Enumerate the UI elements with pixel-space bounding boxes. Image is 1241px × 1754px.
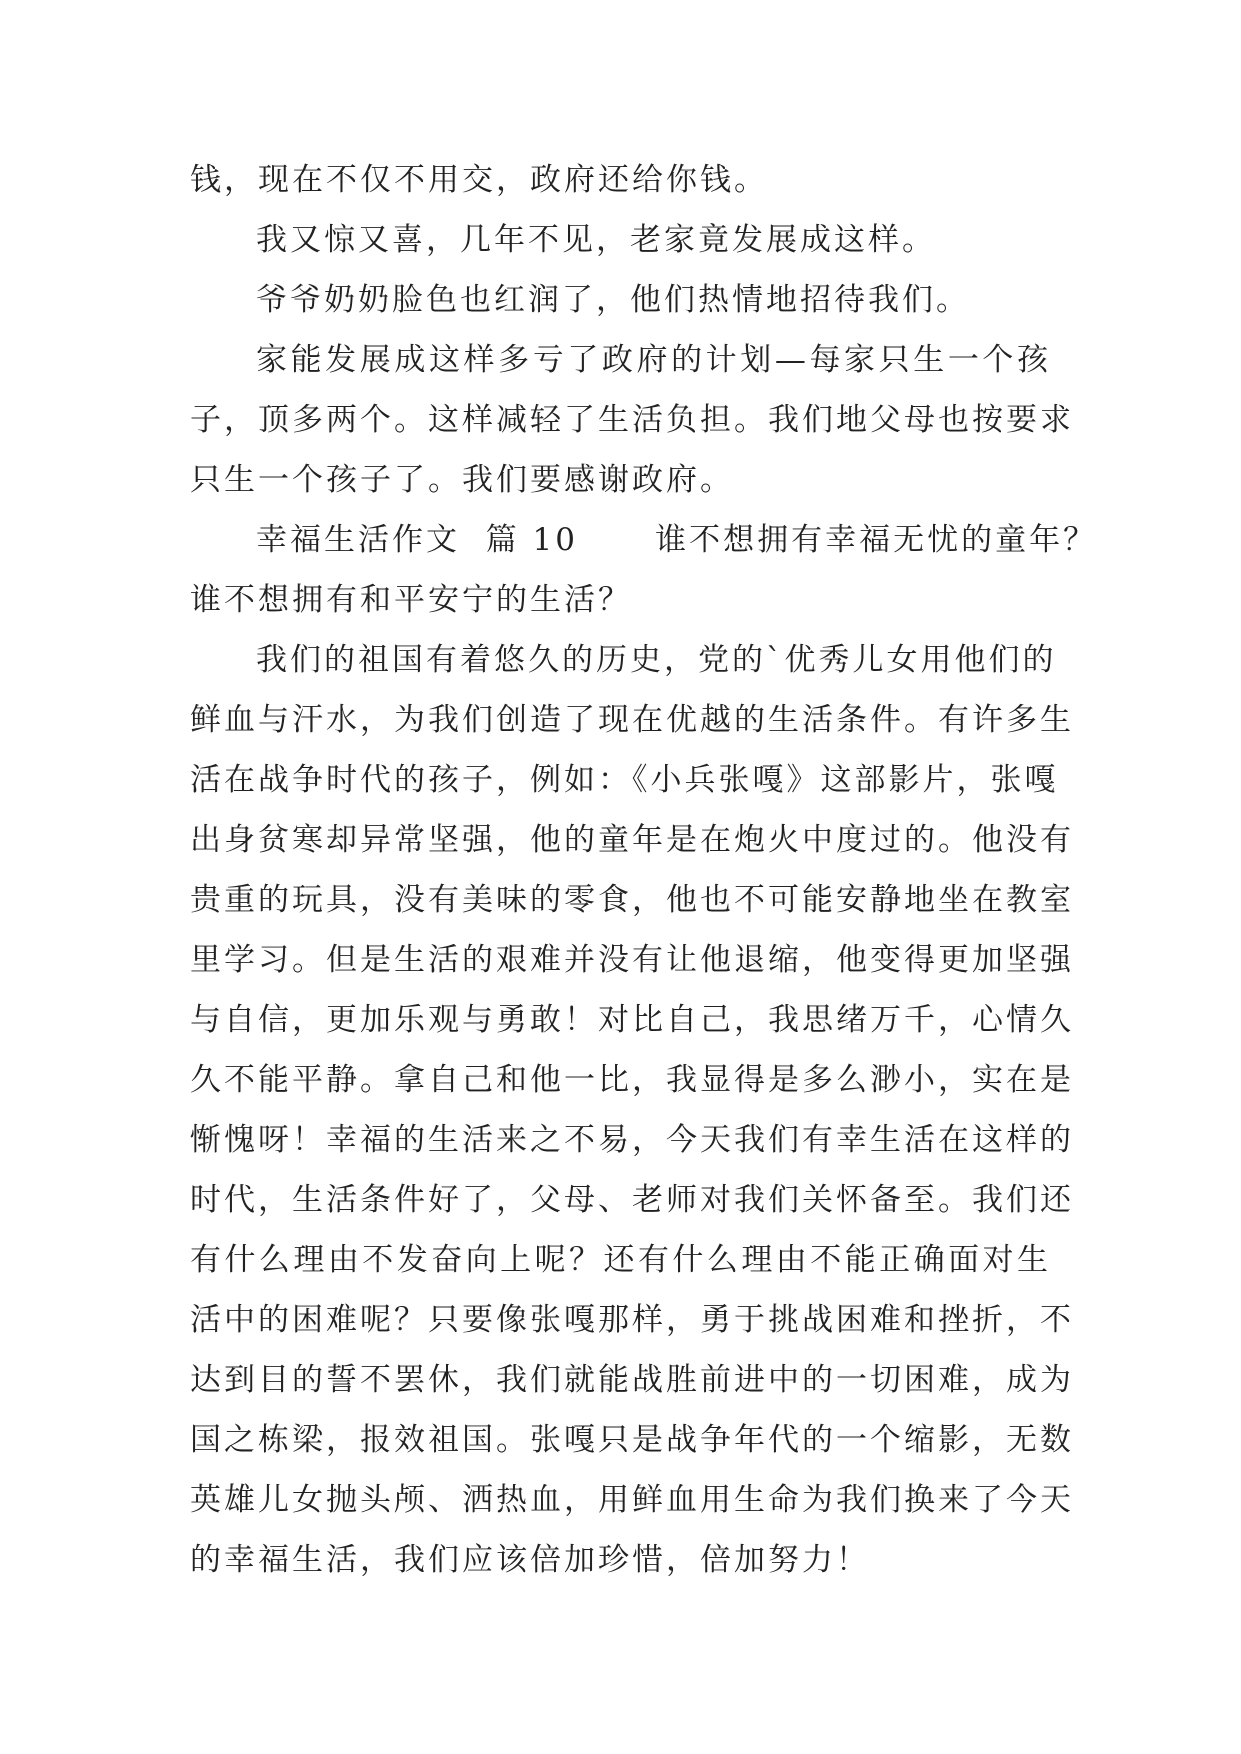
text-line: 活在战争时代的孩子，例如：《小兵张嘎》这部影片，张嘎 <box>190 762 1059 798</box>
text-line: 的幸福生活，我们应该倍加珍惜，倍加努力！ <box>190 1542 870 1578</box>
text-line: 活中的困难呢？只要像张嘎那样，勇于挑战困难和挫折，不 <box>190 1302 1074 1338</box>
text-line: 英雄儿女抛头颅、洒热血，用鲜血用生命为我们换来了今天 <box>190 1482 1074 1518</box>
text-line: 谁不想拥有和平安宁的生活？ <box>190 582 632 618</box>
text-line: 时代，生活条件好了，父母、老师对我们关怀备至。我们还 <box>190 1182 1074 1218</box>
text-line: 我又惊又喜，几年不见，老家竟发展成这样。 <box>256 222 936 258</box>
text-line: 有什么理由不发奋向上呢？还有什么理由不能正确面对生 <box>190 1242 1051 1278</box>
text-line: 惭愧呀！幸福的生活来之不易，今天我们有幸生活在这样的 <box>190 1122 1074 1158</box>
section-heading-line: 幸福生活作文 篇 10 谁不想拥有幸福无忧的童年？ <box>256 522 1098 558</box>
text-line: 贵重的玩具，没有美味的零食，他也不可能安静地坐在教室 <box>190 882 1074 918</box>
text-line: 与自信，更加乐观与勇敢！对比自己，我思绪万千，心情久 <box>190 1002 1074 1038</box>
text-line: 我们的祖国有着悠久的历史，党的`优秀儿女用他们的 <box>256 642 1057 678</box>
text-line: 鲜血与汗水，为我们创造了现在优越的生活条件。有许多生 <box>190 702 1074 738</box>
text-line: 达到目的誓不罢休，我们就能战胜前进中的一切困难，成为 <box>190 1362 1074 1398</box>
text-line: 里学习。但是生活的艰难并没有让他退缩，他变得更加坚强 <box>190 942 1074 978</box>
text-line: 家能发展成这样多亏了政府的计划—每家只生一个孩 <box>256 342 1051 378</box>
text-line: 久不能平静。拿自己和他一比，我显得是多么渺小，实在是 <box>190 1062 1074 1098</box>
text-line: 出身贫寒却异常坚强，他的童年是在炮火中度过的。他没有 <box>190 822 1074 858</box>
text-line: 爷爷奶奶脸色也红润了，他们热情地招待我们。 <box>256 282 970 318</box>
text-line: 子，顶多两个。这样减轻了生活负担。我们地父母也按要求 <box>190 402 1074 438</box>
text-line: 钱，现在不仅不用交，政府还给你钱。 <box>190 162 768 198</box>
essay-body <box>190 150 1098 1590</box>
text-line: 只生一个孩子了。我们要感谢政府。 <box>190 462 734 498</box>
text-line: 国之栋梁，报效祖国。张嘎只是战争年代的一个缩影，无数 <box>190 1422 1074 1458</box>
